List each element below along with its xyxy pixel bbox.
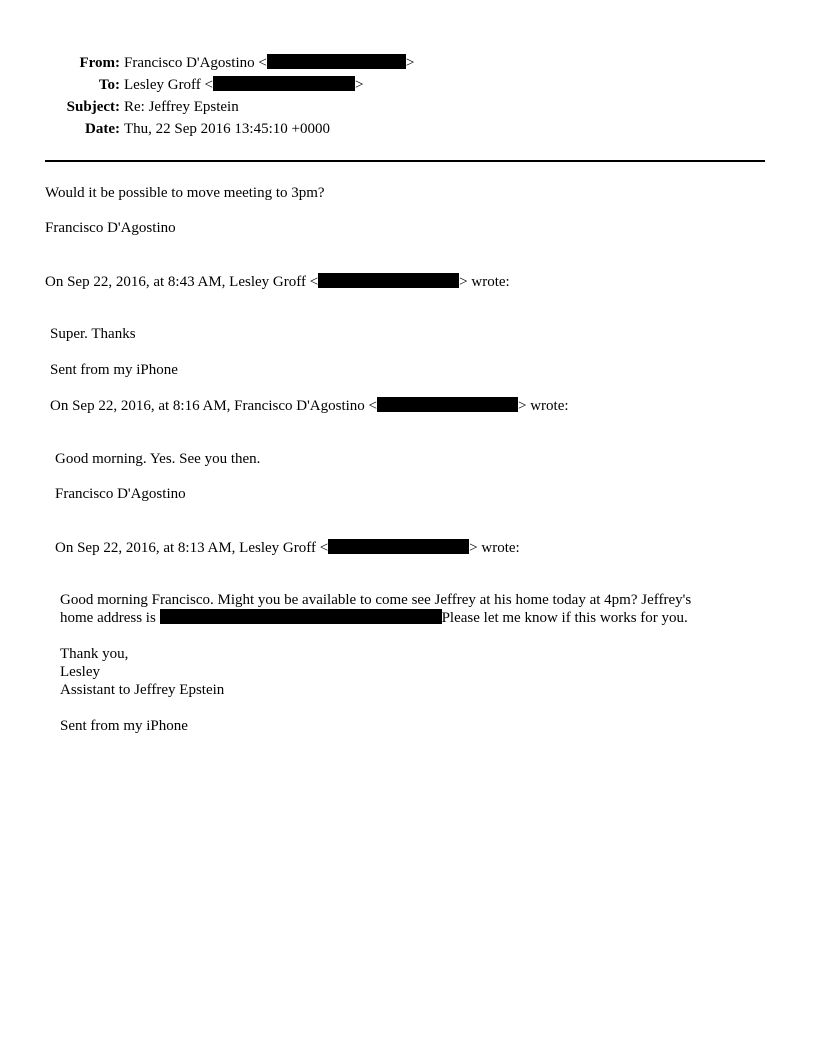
quote-intro-start: On Sep 22, 2016, at 8:13 AM, Lesley Groff < (55, 540, 329, 556)
message1-body: Would it be possible to move meeting to 3pm? (45, 185, 325, 201)
body-line2-start: home address is (60, 610, 160, 626)
to-row (0, 76, 363, 94)
message4-sent-from: Sent from my iPhone (60, 718, 188, 734)
message4-closing: Thank you, (60, 646, 129, 662)
message3-body: Good morning. Yes. See you then. (55, 451, 261, 467)
header-divider (45, 160, 765, 162)
redaction-email (318, 273, 459, 288)
to-name: Lesley Groff < (124, 77, 213, 93)
from-row (0, 54, 414, 72)
redaction-email (328, 539, 469, 554)
from-name: Francisco D'Agostino < (124, 55, 267, 71)
to-label: To: (98, 77, 120, 93)
redaction-from-email (267, 54, 406, 69)
date-label: Date: (85, 121, 120, 137)
redaction-home-address (160, 609, 442, 624)
message3-quote-intro (55, 539, 520, 557)
message4-body-line2 (60, 609, 688, 627)
from-label: From: (79, 55, 120, 71)
message4-name: Lesley (60, 664, 100, 680)
subject-row (0, 98, 239, 116)
quote-intro-start: On Sep 22, 2016, at 8:16 AM, Francisco D'Agostino < (50, 398, 377, 414)
redaction-email (377, 397, 518, 412)
quote-intro-end: > wrote: (459, 274, 510, 290)
subject-text: Re: Jeffrey Epstein (124, 99, 239, 115)
body-line2-end: Please let me know if this works for you. (441, 610, 688, 626)
quote-intro-end: > wrote: (469, 540, 520, 556)
message2-sent-from: Sent from my iPhone (50, 362, 178, 378)
quote-intro-start: On Sep 22, 2016, at 8:43 AM, Lesley Groff < (45, 274, 319, 290)
to-close: > (355, 77, 364, 93)
quote-intro-end: > wrote: (517, 398, 569, 414)
message2-body: Super. Thanks (50, 326, 136, 342)
message1-signature: Francisco D'Agostino (45, 220, 176, 236)
subject-label: Subject: (66, 99, 120, 115)
message3-signature: Francisco D'Agostino (55, 486, 186, 502)
redaction-to-email (213, 76, 355, 91)
date-row (0, 120, 330, 138)
message4-body-line1: Good morning Francisco. Might you be available to come see Jeffrey at his home today at 4pm? Jeffrey's (60, 592, 692, 608)
message4-title: Assistant to Jeffrey Epstein (60, 682, 225, 698)
from-close: > (405, 55, 415, 71)
message2-quote-intro (50, 397, 569, 415)
date-text: Thu, 22 Sep 2016 13:45:10 +0000 (124, 121, 330, 137)
message1-quote-intro (45, 273, 510, 291)
